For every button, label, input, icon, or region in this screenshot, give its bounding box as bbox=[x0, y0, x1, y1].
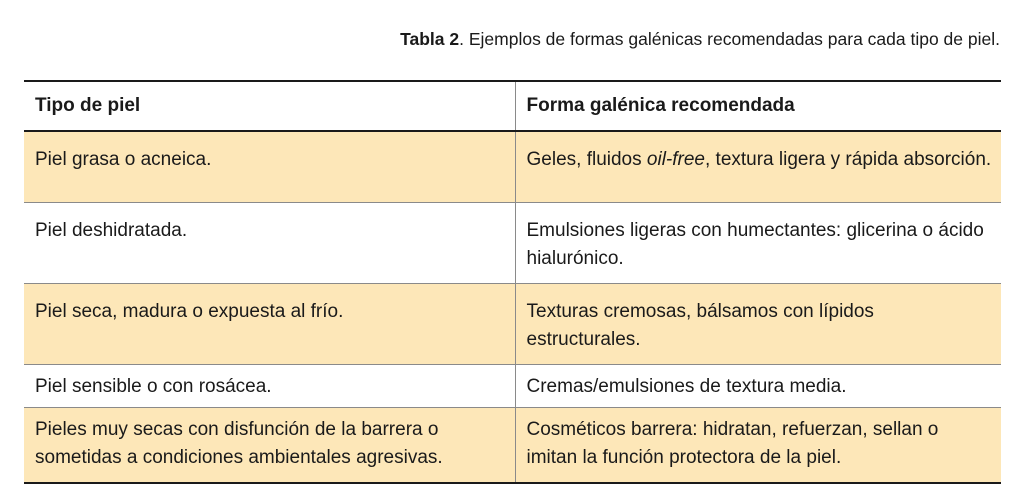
skin-type-cell: Pieles muy secas con disfunción de la barrera o sometidas a condiciones ambientales agresivas. bbox=[24, 408, 515, 484]
skin-type-cell: Piel sensible o con rosácea. bbox=[24, 365, 515, 408]
table-caption bbox=[400, 29, 1000, 50]
header-galenic-form: Forma galénica recomendada bbox=[515, 81, 1001, 131]
caption-text: . Ejemplos de formas galénicas recomendadas para cada tipo de piel. bbox=[459, 29, 1000, 49]
table-row bbox=[24, 131, 1001, 203]
table-header-row bbox=[24, 81, 1001, 131]
galenic-form-cell: Emulsiones ligeras con humectantes: glicerina o ácido hialurónico. bbox=[515, 203, 1001, 284]
skin-type-cell: Piel grasa o acneica. bbox=[24, 131, 515, 203]
table-row bbox=[24, 408, 1001, 484]
galenic-form-cell bbox=[515, 131, 1001, 203]
galenic-form-text: Geles, fluidos bbox=[526, 149, 647, 170]
galenic-form-cell: Texturas cremosas, bálsamos con lípidos estructurales. bbox=[515, 284, 1001, 365]
galenic-form-text: , textura ligera y rápida absorción. bbox=[704, 149, 992, 170]
skin-type-cell: Piel seca, madura o expuesta al frío. bbox=[24, 284, 515, 365]
skin-type-cell: Piel deshidratada. bbox=[24, 203, 515, 284]
header-skin-type: Tipo de piel bbox=[24, 81, 515, 131]
galenic-form-italic: oil-free bbox=[646, 149, 705, 170]
table-row bbox=[24, 203, 1001, 284]
galenic-form-cell: Cosméticos barrera: hidratan, refuerzan, sellan o imitan la función protectora de la piel. bbox=[515, 408, 1001, 484]
skin-type-table bbox=[24, 80, 1001, 484]
table-row bbox=[24, 284, 1001, 365]
caption-label: Tabla 2 bbox=[400, 29, 460, 49]
galenic-form-cell: Cremas/emulsiones de textura media. bbox=[515, 365, 1001, 408]
table-row bbox=[24, 365, 1001, 408]
